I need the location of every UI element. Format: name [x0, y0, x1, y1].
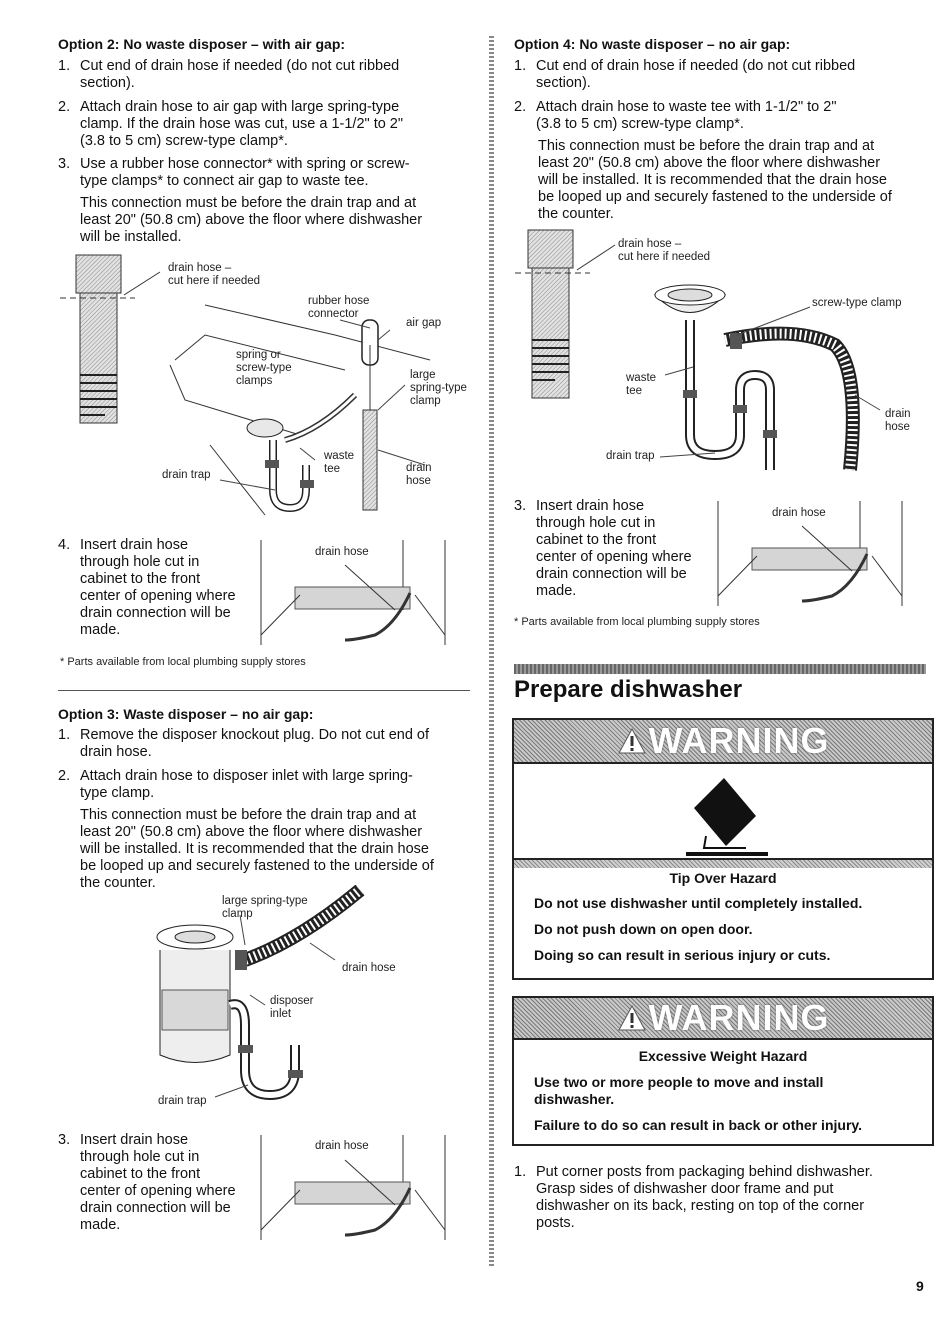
tip-over-icon [676, 776, 776, 858]
label-air-gap [406, 317, 441, 330]
step-line: posts. [536, 1215, 575, 1231]
label-line: spring or [236, 349, 281, 361]
warning-box-tip-over [512, 718, 934, 980]
hazard-title: Tip Over Hazard [669, 870, 777, 886]
option2-paragraph [80, 195, 422, 246]
label-line: tee [324, 463, 340, 475]
para-line: This connection must be before the drain trap and at [80, 807, 417, 823]
step-number: 1. [514, 1164, 527, 1180]
step-number: 3. [58, 156, 71, 172]
para-line: This connection must be before the drain trap and at [80, 195, 417, 211]
step-line: made. [80, 622, 121, 638]
page-number: 9 [916, 1278, 924, 1294]
label-line: large [410, 369, 436, 381]
para-line: be looped up and securely fastened to the underside of [80, 858, 434, 874]
step-line: through hole cut in [80, 1149, 200, 1165]
option2-heading: Option 2: No waste disposer – with air gap: [58, 36, 346, 52]
label-line: air gap [406, 317, 442, 329]
warning-line: Doing so can result in serious injury or cuts. [534, 947, 831, 963]
label-line: screw-type clamp [812, 297, 902, 309]
step-number: 1. [58, 58, 71, 74]
label-line: hose [885, 421, 910, 433]
step-number: 2. [514, 99, 527, 115]
step-line: cabinet to the front [80, 571, 201, 587]
step-line: made. [536, 583, 577, 599]
para-line: least 20" (50.8 cm) above the floor where dishwasher [80, 824, 423, 840]
label-line: drain trap [162, 469, 211, 481]
option3-paragraph [80, 807, 434, 892]
warning-line: dishwasher. [534, 1091, 615, 1107]
step-line: type clamp. [80, 785, 155, 801]
warning-text-hatch [514, 860, 932, 868]
footnote-option4: * Parts available from local plumbing supply stores [514, 616, 760, 628]
label-line: drain [885, 408, 911, 420]
step-line: center of opening where [80, 1183, 236, 1199]
label-line: drain hose – [618, 238, 682, 250]
label-large-spring-clamp [222, 895, 308, 921]
para-line: This connection must be before the drain trap and at [538, 138, 875, 154]
section-divider [58, 690, 470, 691]
label-drain-hose-cut-o4 [618, 238, 710, 264]
step-line: section). [80, 75, 135, 91]
step-line: dishwasher on its back, resting on top of the corner [536, 1198, 865, 1214]
step-line: Attach drain hose to air gap with large spring-type [80, 99, 400, 115]
warning-word: WARNING [648, 720, 830, 761]
warning-line: Use two or more people to move and install [534, 1074, 824, 1090]
label-line: drain [406, 462, 432, 474]
label-line: clamp [410, 395, 441, 407]
para-line: will be installed. It is recommended that the drain hose [538, 172, 887, 188]
step-line: drain connection will be [536, 566, 687, 582]
section-bar [514, 664, 926, 674]
hose-end [76, 255, 121, 293]
step-number: 3. [514, 498, 527, 514]
step-number: 3. [58, 1132, 71, 1148]
option4-heading: Option 4: No waste disposer – no air gap: [514, 36, 791, 52]
cabinet-label-drain-hose: drain hose [315, 1140, 369, 1152]
step-number: 1. [58, 727, 71, 743]
hazard-title: Excessive Weight Hazard [638, 1048, 808, 1064]
step-line: center of opening where [536, 549, 692, 565]
step-number: 2. [58, 99, 71, 115]
step-number: 4. [58, 537, 71, 553]
step-line: through hole cut in [536, 515, 656, 531]
para-line: will be installed. It is recommended that the drain hose [80, 841, 429, 857]
label-drain-hose-o3 [342, 962, 396, 975]
waste-tee-figure [515, 225, 925, 480]
label-line: drain hose [342, 962, 396, 974]
cabinet-label-drain-hose: drain hose [772, 507, 826, 519]
para-line: be looped up and securely fastened to the underside of [538, 189, 892, 205]
step-line: Insert drain hose [80, 537, 189, 553]
label-drain-trap-o4 [606, 450, 655, 463]
label-spring-clamps [236, 349, 292, 388]
label-rubber-hose-connector [308, 295, 369, 321]
label-line: tee [626, 385, 642, 397]
warning-box-weight [512, 996, 934, 1146]
step-line: drain connection will be [80, 1200, 231, 1216]
column-divider [489, 36, 494, 1266]
step-number: 1. [514, 58, 527, 74]
option4-paragraph [538, 138, 892, 223]
cabinet-label-drain-hose: drain hose [315, 546, 369, 558]
label-line: waste [626, 372, 657, 384]
para-line: least 20" (50.8 cm) above the floor where dishwasher [80, 212, 423, 228]
warning-banner-rule [514, 1038, 932, 1040]
step-line: Attach drain hose to disposer inlet with large spring- [80, 768, 413, 784]
warning-line: Do not use dishwasher until completely installed. [534, 895, 863, 911]
step-line: cabinet to the front [80, 1166, 201, 1182]
label-line: waste [324, 450, 355, 462]
para-line: the counter. [80, 875, 156, 891]
label-line: screw-type [236, 362, 292, 374]
alert-triangle-icon [617, 1004, 647, 1032]
label-waste-tee-o4 [626, 372, 656, 398]
step-line: center of opening where [80, 588, 236, 604]
label-line: cut here if needed [618, 251, 711, 263]
label-drain-trap-o3 [158, 1095, 207, 1108]
label-drain-hose-o4 [885, 408, 911, 434]
step-line: Insert drain hose [536, 498, 645, 514]
label-line: clamps [236, 375, 273, 387]
label-line: cut here if needed [168, 275, 261, 287]
step-line: section). [536, 75, 591, 91]
step-line: Cut end of drain hose if needed (do not cut ribbed [80, 58, 400, 74]
label-line: rubber hose [308, 295, 370, 307]
label-line: connector [308, 308, 359, 320]
label-drain-trap [162, 469, 211, 482]
step-line: through hole cut in [80, 554, 200, 570]
label-line: hose [406, 475, 431, 487]
footnote-option2: * Parts available from local plumbing supply stores [60, 656, 306, 668]
label-drain-hose-cut [168, 262, 260, 288]
para-line: the counter. [538, 206, 614, 222]
step-line: made. [80, 1217, 121, 1233]
label-line: spring-type [410, 382, 467, 394]
step-line: Use a rubber hose connector* with spring or screw- [80, 156, 410, 172]
alert-triangle-icon [617, 727, 647, 755]
step-line: drain hose. [80, 744, 152, 760]
step-line: type clamps* to connect air gap to waste tee. [80, 173, 369, 189]
label-line: clamp [222, 908, 253, 920]
label-line: drain trap [606, 450, 655, 462]
label-screw-clamp [812, 297, 901, 310]
label-line: large spring-type [222, 895, 308, 907]
step-line: Remove the disposer knockout plug. Do not cut end of [80, 727, 430, 743]
para-line: least 20" (50.8 cm) above the floor where dishwasher [538, 155, 881, 171]
warning-banner [514, 998, 932, 1038]
option3-heading: Option 3: Waste disposer – no air gap: [58, 706, 314, 722]
warning-banner-rule [514, 762, 932, 764]
step-line: clamp. If the drain hose was cut, use a 1-1/2" to 2" [80, 116, 404, 132]
label-line: drain trap [158, 1095, 207, 1107]
warning-word: WARNING [648, 997, 830, 1038]
warning-line: Do not push down on open door. [534, 921, 753, 937]
section-title: Prepare dishwasher [514, 676, 743, 703]
warning-banner [514, 720, 932, 762]
step-line: Insert drain hose [80, 1132, 189, 1148]
step-line: Grasp sides of dishwasher door frame and put [536, 1181, 834, 1197]
label-drain-hose [406, 462, 432, 488]
label-large-clamp [410, 369, 467, 408]
step-line: (3.8 to 5 cm) screw-type clamp*. [536, 116, 744, 132]
label-disposer-inlet [270, 995, 313, 1021]
step-line: Put corner posts from packaging behind dishwasher. [536, 1164, 873, 1180]
label-line: disposer [270, 995, 314, 1007]
step-number: 2. [58, 768, 71, 784]
para-line: will be installed. [80, 229, 182, 245]
label-waste-tee [324, 450, 354, 476]
step-line: drain connection will be [80, 605, 231, 621]
step-line: cabinet to the front [536, 532, 657, 548]
step-line: (3.8 to 5 cm) screw-type clamp*. [80, 133, 288, 149]
step-line: Cut end of drain hose if needed (do not cut ribbed [536, 58, 856, 74]
label-line: inlet [270, 1008, 292, 1020]
warning-line: Failure to do so can result in back or other injury. [534, 1117, 863, 1133]
step-line: Attach drain hose to waste tee with 1-1/2" to 2" [536, 99, 837, 115]
label-line: drain hose – [168, 262, 232, 274]
